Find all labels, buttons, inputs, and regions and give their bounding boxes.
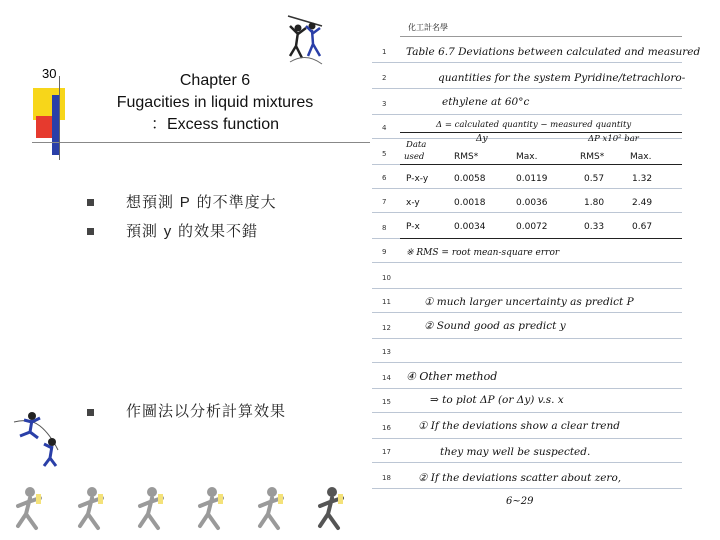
- table-row-rms-p: 1.80: [584, 198, 605, 208]
- line-number: 1: [382, 48, 387, 56]
- table-row-rms-y: 0.0058: [454, 174, 486, 184]
- col-header-rms-y: RMS*: [454, 152, 479, 162]
- climber-rope-icon: [10, 408, 66, 470]
- bullet-2-post: 的效果不錯: [172, 222, 259, 240]
- notebook-page: [372, 16, 701, 536]
- table-row-max-y: 0.0036: [516, 198, 548, 208]
- table-caption-2: quantities for the system Pyridine/tetrachloro-: [438, 72, 686, 84]
- table-row-max-p: 0.67: [632, 222, 653, 232]
- line-number: 8: [382, 224, 387, 232]
- table-row-max-p: 1.32: [632, 174, 653, 184]
- line-number: 11: [382, 298, 391, 306]
- table-header-rule: [400, 164, 682, 165]
- table-caption-1: Table 6.7 Deviations between calculated and measured: [406, 46, 701, 58]
- table-bottom-rule: [400, 238, 682, 239]
- col-header-dp: ΔP x10² bar: [588, 134, 639, 144]
- table-caption-3: ethylene at 60°c: [442, 96, 530, 108]
- table-row-rms-y: 0.0034: [454, 222, 486, 232]
- line-number: 14: [382, 374, 391, 382]
- bullet-1-pre: 想預測: [126, 193, 180, 211]
- col-header-max-p: Max.: [630, 152, 652, 162]
- col-header-data: Data: [406, 140, 427, 150]
- deviation-note-1: ① If the deviations show a clear trend: [418, 420, 620, 432]
- deviation-note-2: they may well be suspected.: [440, 446, 591, 458]
- bullet-1: [126, 191, 277, 212]
- line-number: 4: [382, 124, 387, 132]
- table-row-max-y: 0.0119: [516, 174, 548, 184]
- line-number: 10: [382, 274, 391, 282]
- line-number: 6: [382, 174, 387, 182]
- slide-number: 30: [42, 66, 57, 81]
- bullet-1-var: P: [179, 194, 191, 211]
- line-number: 15: [382, 398, 391, 406]
- title-line-3: ：Excess function: [150, 116, 280, 133]
- bullet-marker: [87, 228, 94, 235]
- table-row-max-y: 0.0072: [516, 222, 548, 232]
- title-line-2: Fugacities in liquid mixtures: [116, 94, 314, 111]
- bullet-3: [126, 400, 286, 421]
- line-number: 12: [382, 324, 391, 332]
- bullet-2-var: y: [163, 223, 173, 240]
- line-number: 18: [382, 474, 391, 482]
- footnote-rms: ※ RMS = root mean-square error: [406, 248, 560, 258]
- col-header-max-y: Max.: [516, 152, 538, 162]
- table-top-rule: [400, 132, 682, 133]
- col-header-rms-p: RMS*: [580, 152, 605, 162]
- other-method-heading: ④ Other method: [406, 370, 498, 383]
- line-number: 16: [382, 424, 391, 432]
- note-2: ② Sound good as predict y: [424, 320, 566, 332]
- delta-definition: Δ = calculated quantity − measured quantity: [436, 120, 632, 130]
- bullet-marker: [87, 199, 94, 206]
- col-header-dy: Δy: [476, 134, 488, 144]
- line-number: 2: [382, 74, 387, 82]
- page-reference: 6~29: [506, 496, 534, 507]
- deco-horizontal-line: [32, 142, 370, 143]
- table-row-data: x-y: [406, 198, 420, 208]
- bullet-marker: [87, 409, 94, 416]
- line-number: 7: [382, 198, 387, 206]
- col-header-used: used: [404, 152, 425, 162]
- note-1: ① much larger uncertainty as predict P: [424, 296, 634, 308]
- notebook-header-mark: 化工計名學: [408, 23, 448, 32]
- line-number: 17: [382, 448, 391, 456]
- deviation-note-3: ② If the deviations scatter about zero,: [418, 472, 622, 484]
- table-row-max-p: 2.49: [632, 198, 653, 208]
- page-title: [100, 70, 330, 136]
- table-row-data: P-x: [406, 222, 420, 232]
- line-number: 9: [382, 248, 387, 256]
- notebook-top-rule: [400, 36, 682, 37]
- bullet-1-post: 的不準度大: [190, 193, 277, 211]
- line-number: 13: [382, 348, 391, 356]
- table-row-rms-p: 0.33: [584, 222, 605, 232]
- table-row-rms-y: 0.0018: [454, 198, 486, 208]
- climbing-figures-icon: [282, 12, 328, 72]
- table-row-data: P-x-y: [406, 174, 429, 184]
- table-row-rms-p: 0.57: [584, 174, 605, 184]
- title-line-1: Chapter 6: [179, 72, 251, 89]
- bullet-2: [126, 220, 258, 241]
- line-number: 5: [382, 150, 387, 158]
- bullet-3-pre: 作圖法以分析計算效果: [126, 402, 287, 420]
- line-number: 3: [382, 100, 387, 108]
- bullet-2-pre: 預測: [126, 222, 164, 240]
- deco-vertical-line: [59, 76, 60, 160]
- plot-instruction: ⇒ to plot ΔP (or Δy) v.s. x: [430, 394, 564, 406]
- running-figures-icon: [0, 484, 370, 540]
